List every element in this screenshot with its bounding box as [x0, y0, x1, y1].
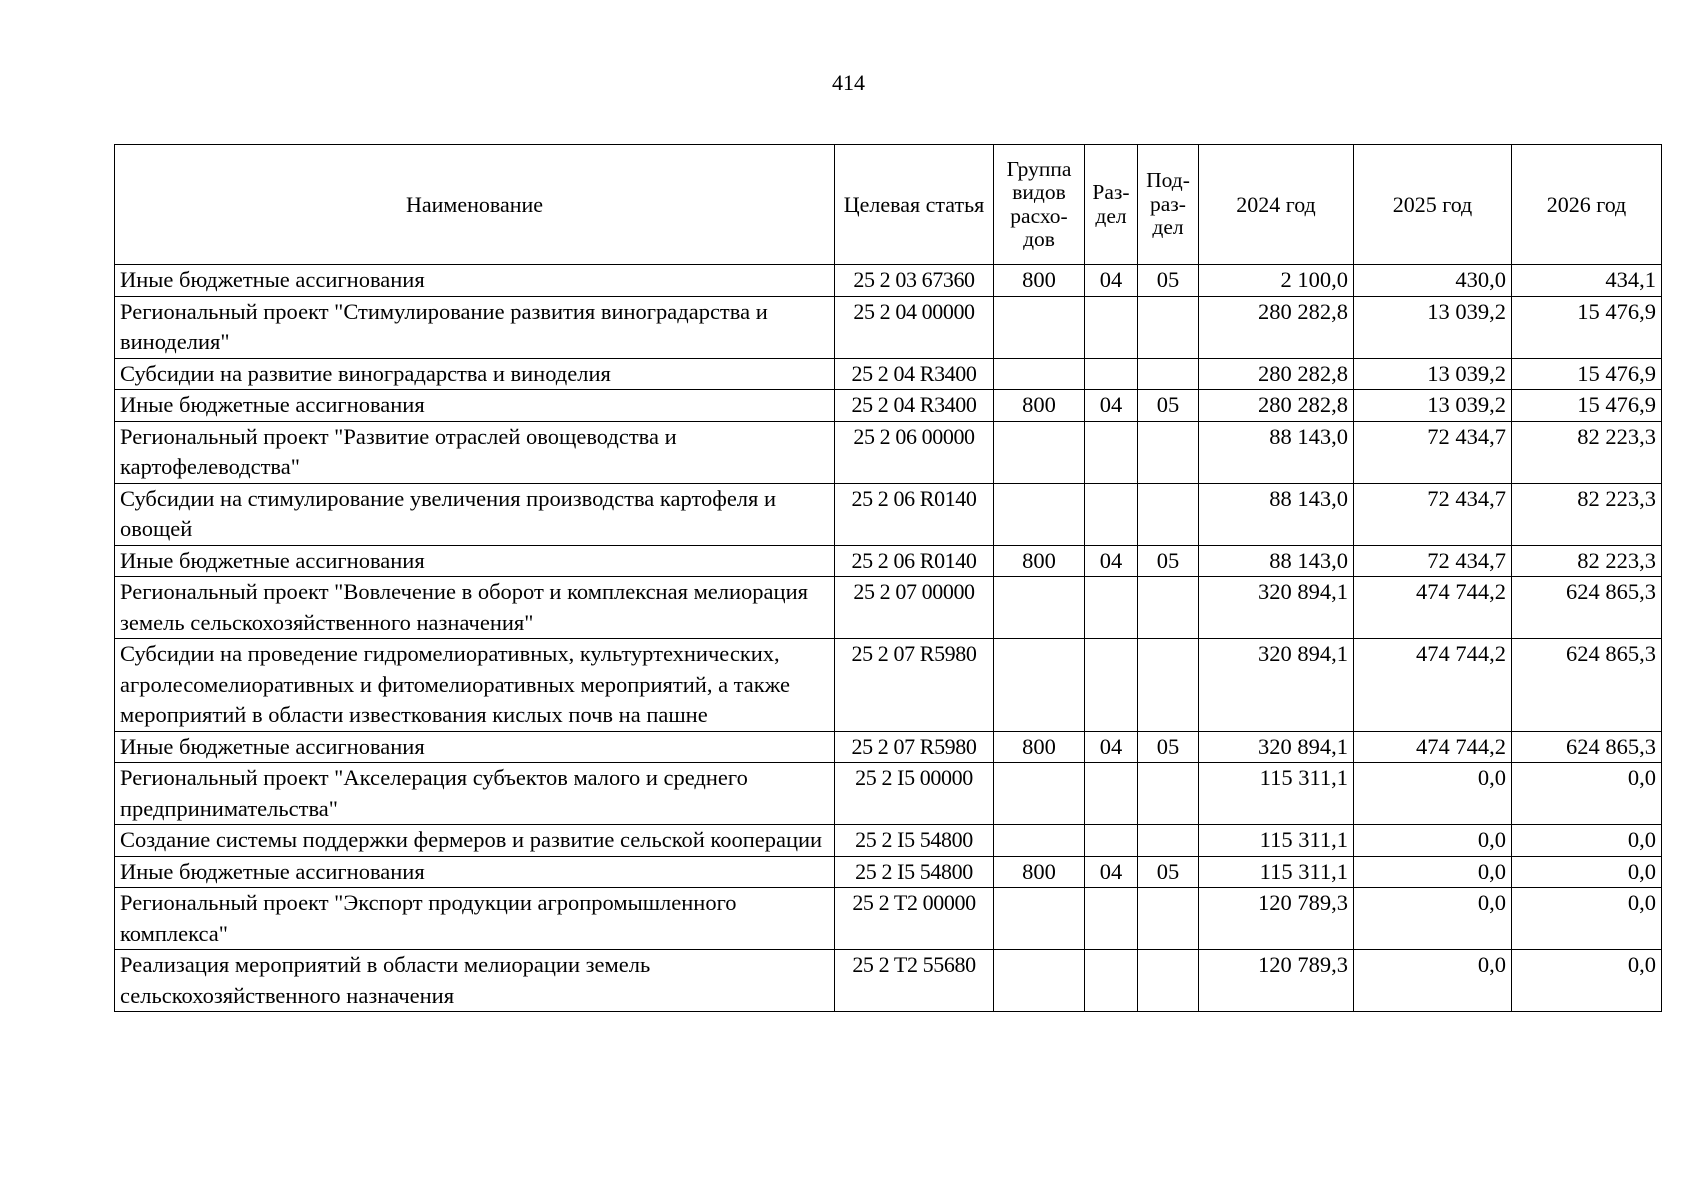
cell-section	[1085, 763, 1138, 825]
cell-year-2025: 474 744,2	[1354, 731, 1512, 763]
cell-name: Создание системы поддержки фермеров и развитие сельской кооперации	[115, 825, 835, 857]
cell-year-2025: 13 039,2	[1354, 296, 1512, 358]
cell-subsection	[1138, 639, 1199, 732]
cell-name: Региональный проект "Акселерация субъектов малого и среднего предпринимательства"	[115, 763, 835, 825]
table-row	[115, 639, 1662, 732]
cell-name: Субсидии на развитие виноградарства и виноделия	[115, 358, 835, 390]
cell-year-2026: 82 223,3	[1512, 545, 1662, 577]
cell-year-2026: 0,0	[1512, 856, 1662, 888]
cell-section	[1085, 639, 1138, 732]
cell-target-article: 25 2 07 R5980	[835, 639, 994, 732]
cell-subsection	[1138, 358, 1199, 390]
table-row	[115, 888, 1662, 950]
cell-year-2025: 13 039,2	[1354, 390, 1512, 422]
cell-year-2026: 0,0	[1512, 763, 1662, 825]
cell-expense-group	[994, 825, 1085, 857]
header-year-2024: 2024 год	[1199, 145, 1354, 265]
header-subsection: Под-раз-дел	[1138, 145, 1199, 265]
cell-year-2024: 2 100,0	[1199, 265, 1354, 297]
cell-target-article: 25 2 06 R0140	[835, 483, 994, 545]
header-expense-group: Группа видов расхо-дов	[994, 145, 1085, 265]
cell-target-article: 25 2 03 67360	[835, 265, 994, 297]
cell-target-article: 25 2 04 R3400	[835, 358, 994, 390]
cell-year-2026: 624 865,3	[1512, 731, 1662, 763]
cell-year-2024: 320 894,1	[1199, 577, 1354, 639]
cell-expense-group: 800	[994, 390, 1085, 422]
cell-subsection	[1138, 577, 1199, 639]
cell-year-2025: 0,0	[1354, 825, 1512, 857]
cell-subsection	[1138, 296, 1199, 358]
cell-subsection: 05	[1138, 390, 1199, 422]
cell-year-2025: 474 744,2	[1354, 577, 1512, 639]
cell-subsection	[1138, 888, 1199, 950]
cell-year-2024: 115 311,1	[1199, 825, 1354, 857]
cell-expense-group	[994, 763, 1085, 825]
cell-name: Региональный проект "Развитие отраслей овощеводства и картофелеводства"	[115, 421, 835, 483]
cell-name: Субсидии на стимулирование увеличения производства картофеля и овощей	[115, 483, 835, 545]
header-year-2025: 2025 год	[1354, 145, 1512, 265]
cell-section: 04	[1085, 265, 1138, 297]
page-number: 414	[832, 70, 865, 95]
cell-subsection	[1138, 825, 1199, 857]
cell-target-article: 25 2 04 00000	[835, 296, 994, 358]
table-row	[115, 950, 1662, 1012]
cell-year-2024: 120 789,3	[1199, 888, 1354, 950]
cell-year-2024: 88 143,0	[1199, 483, 1354, 545]
cell-expense-group	[994, 950, 1085, 1012]
cell-year-2025: 72 434,7	[1354, 421, 1512, 483]
cell-year-2024: 280 282,8	[1199, 358, 1354, 390]
cell-year-2024: 88 143,0	[1199, 421, 1354, 483]
cell-name: Иные бюджетные ассигнования	[115, 265, 835, 297]
cell-subsection: 05	[1138, 731, 1199, 763]
cell-subsection	[1138, 483, 1199, 545]
cell-section	[1085, 577, 1138, 639]
cell-target-article: 25 2 T2 55680	[835, 950, 994, 1012]
cell-name: Иные бюджетные ассигнования	[115, 731, 835, 763]
cell-expense-group: 800	[994, 856, 1085, 888]
cell-year-2024: 88 143,0	[1199, 545, 1354, 577]
header-name: Наименование	[115, 145, 835, 265]
cell-year-2026: 15 476,9	[1512, 358, 1662, 390]
cell-year-2024: 280 282,8	[1199, 296, 1354, 358]
cell-year-2025: 0,0	[1354, 950, 1512, 1012]
cell-expense-group	[994, 639, 1085, 732]
cell-name: Иные бюджетные ассигнования	[115, 390, 835, 422]
cell-year-2024: 115 311,1	[1199, 856, 1354, 888]
cell-name: Иные бюджетные ассигнования	[115, 545, 835, 577]
cell-year-2024: 115 311,1	[1199, 763, 1354, 825]
cell-expense-group	[994, 358, 1085, 390]
cell-year-2026: 0,0	[1512, 825, 1662, 857]
cell-section: 04	[1085, 731, 1138, 763]
table-row	[115, 731, 1662, 763]
cell-year-2026: 0,0	[1512, 888, 1662, 950]
cell-year-2026: 624 865,3	[1512, 639, 1662, 732]
cell-target-article: 25 2 07 00000	[835, 577, 994, 639]
cell-section: 04	[1085, 390, 1138, 422]
cell-year-2026: 82 223,3	[1512, 483, 1662, 545]
cell-section	[1085, 825, 1138, 857]
table-body	[115, 265, 1662, 1012]
table-header	[115, 145, 1662, 265]
cell-year-2026: 15 476,9	[1512, 296, 1662, 358]
cell-subsection: 05	[1138, 545, 1199, 577]
table-row	[115, 856, 1662, 888]
header-section: Раз-дел	[1085, 145, 1138, 265]
cell-subsection: 05	[1138, 265, 1199, 297]
cell-year-2026: 15 476,9	[1512, 390, 1662, 422]
cell-year-2024: 320 894,1	[1199, 639, 1354, 732]
cell-subsection	[1138, 421, 1199, 483]
table-row	[115, 545, 1662, 577]
table-row	[115, 358, 1662, 390]
cell-name: Региональный проект "Стимулирование развития виноградарства и виноделия"	[115, 296, 835, 358]
cell-name: Региональный проект "Экспорт продукции агропромышленного комплекса"	[115, 888, 835, 950]
cell-year-2024: 120 789,3	[1199, 950, 1354, 1012]
budget-table	[114, 144, 1662, 1012]
cell-expense-group	[994, 483, 1085, 545]
cell-section	[1085, 888, 1138, 950]
table-row	[115, 483, 1662, 545]
cell-year-2026: 82 223,3	[1512, 421, 1662, 483]
cell-year-2026: 624 865,3	[1512, 577, 1662, 639]
cell-expense-group: 800	[994, 545, 1085, 577]
cell-expense-group	[994, 296, 1085, 358]
table-row	[115, 421, 1662, 483]
cell-subsection	[1138, 950, 1199, 1012]
cell-year-2025: 0,0	[1354, 888, 1512, 950]
header-year-2026: 2026 год	[1512, 145, 1662, 265]
header-target-article: Целевая статья	[835, 145, 994, 265]
cell-target-article: 25 2 I5 00000	[835, 763, 994, 825]
cell-expense-group: 800	[994, 731, 1085, 763]
cell-target-article: 25 2 I5 54800	[835, 856, 994, 888]
table-row	[115, 296, 1662, 358]
cell-year-2025: 72 434,7	[1354, 545, 1512, 577]
cell-year-2024: 280 282,8	[1199, 390, 1354, 422]
cell-year-2025: 430,0	[1354, 265, 1512, 297]
cell-section: 04	[1085, 856, 1138, 888]
cell-section	[1085, 421, 1138, 483]
table-row	[115, 577, 1662, 639]
cell-year-2025: 474 744,2	[1354, 639, 1512, 732]
cell-target-article: 25 2 I5 54800	[835, 825, 994, 857]
cell-expense-group	[994, 577, 1085, 639]
cell-year-2025: 0,0	[1354, 763, 1512, 825]
table-row	[115, 763, 1662, 825]
cell-section	[1085, 950, 1138, 1012]
cell-expense-group	[994, 421, 1085, 483]
cell-section	[1085, 358, 1138, 390]
cell-target-article: 25 2 07 R5980	[835, 731, 994, 763]
cell-target-article: 25 2 06 00000	[835, 421, 994, 483]
cell-target-article: 25 2 06 R0140	[835, 545, 994, 577]
cell-year-2026: 0,0	[1512, 950, 1662, 1012]
cell-name: Иные бюджетные ассигнования	[115, 856, 835, 888]
cell-year-2025: 72 434,7	[1354, 483, 1512, 545]
cell-expense-group	[994, 888, 1085, 950]
cell-target-article: 25 2 T2 00000	[835, 888, 994, 950]
cell-year-2024: 320 894,1	[1199, 731, 1354, 763]
table-row	[115, 390, 1662, 422]
cell-subsection: 05	[1138, 856, 1199, 888]
cell-year-2025: 13 039,2	[1354, 358, 1512, 390]
header-row	[115, 145, 1662, 265]
cell-name: Региональный проект "Вовлечение в оборот и комплексная мелиорация земель сельскохозяйственного назначения"	[115, 577, 835, 639]
cell-subsection	[1138, 763, 1199, 825]
table-row	[115, 825, 1662, 857]
cell-name: Реализация мероприятий в области мелиорации земель сельскохозяйственного назначения	[115, 950, 835, 1012]
cell-name: Субсидии на проведение гидромелиоративных, культуртехнических, агролесомелиоративных и фитомелиоративных мероприятий, а также мероприятий в области известкования кислых почв на пашне	[115, 639, 835, 732]
cell-year-2025: 0,0	[1354, 856, 1512, 888]
cell-section: 04	[1085, 545, 1138, 577]
cell-expense-group: 800	[994, 265, 1085, 297]
cell-target-article: 25 2 04 R3400	[835, 390, 994, 422]
cell-year-2026: 434,1	[1512, 265, 1662, 297]
cell-section	[1085, 296, 1138, 358]
table-row	[115, 265, 1662, 297]
cell-section	[1085, 483, 1138, 545]
